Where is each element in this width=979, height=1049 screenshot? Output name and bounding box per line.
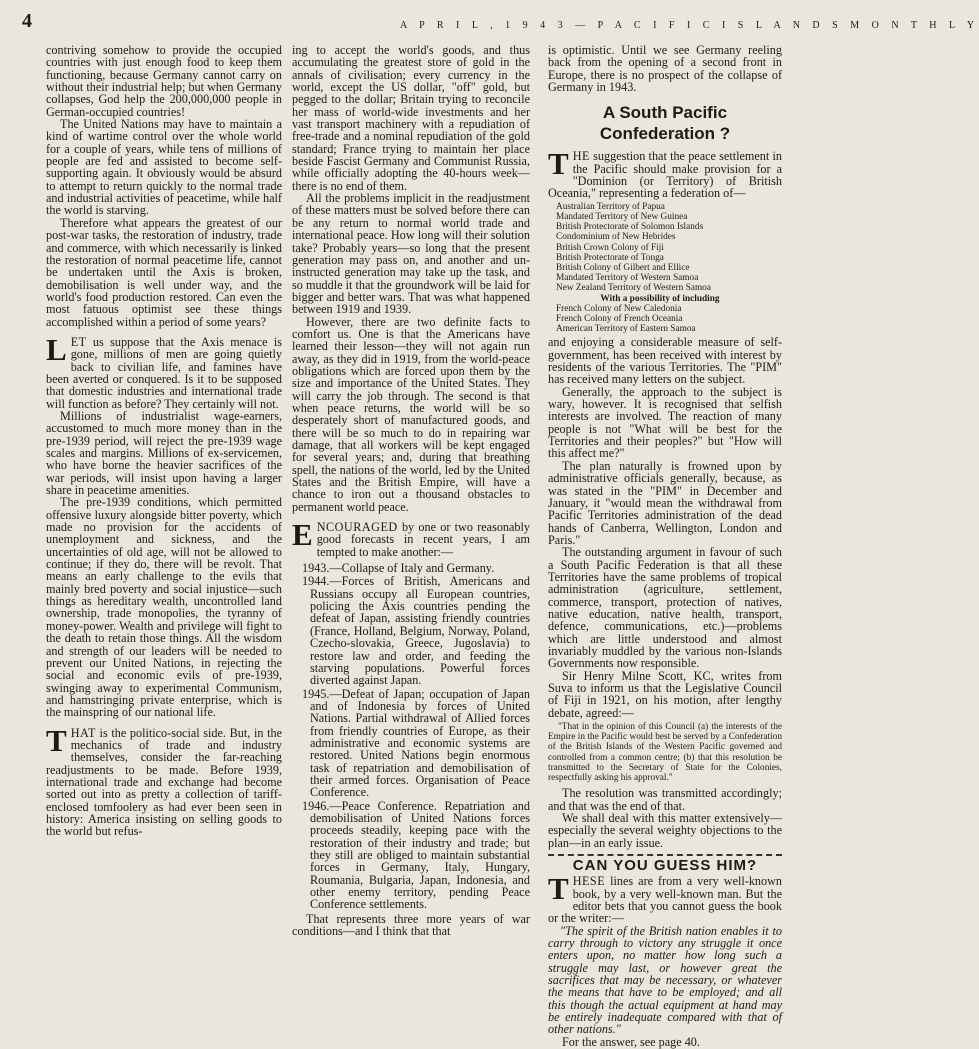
paragraph-text: by one or two reasonably good forecasts in recent years, I am tempted to make another:—	[316, 520, 530, 559]
territory-item: British Crown Colony of Fiji	[556, 242, 664, 253]
section-headline: CAN YOU GUESS HIM?	[572, 856, 758, 874]
lead-caps: HAT	[70, 725, 96, 740]
possibility-note: With a possibility of including	[600, 293, 720, 304]
territory-item: British Protectorate of Solomon Islands	[556, 222, 704, 233]
paragraph: The pre-1939 conditions, which permitted offensive luxury alongside bitter poverty, which made no provision for the accidents of unemployment and sickness, and the uncertainties of old age, will not be allowed to continue; if they do, there will be revolt. That means an early challenge to the evils that mainly bred poverty and social injustice—such things as hereditary wealth, uncontrolled land ownership, trade monopolies, the tyranny of money-power. Wealth and privilege will fight to the death to retain those things. All the wisdom and strength of our leaders will be needed to prevent our United Nations, in rejecting the social and economic evils of pre-1939, swinging away to experimental Communism, and hamstringing private enterprise, which is the mainspring of our national life.	[46, 495, 282, 720]
drop-cap: T	[548, 871, 569, 907]
drop-cap: T	[548, 146, 569, 182]
paragraph: We shall deal with this matter extensively—especially the several weighty objections to the plan—in an early issue.	[548, 810, 782, 850]
section-divider	[548, 854, 782, 856]
drop-cap: L	[46, 331, 67, 367]
drop-cap: E	[292, 517, 313, 553]
chronology-list	[302, 562, 530, 911]
paragraph-text: is the politico-social side. But, in the mechanics of trade and industry themselves, consider the far-reaching readjustments to be made. Before 1939, international trade and exchange had become sorted out into as pretty a collection of tariff-enclosed tomfoolery as had ever been seen in history: America insisting on selling goods to the world but refus-	[46, 725, 282, 839]
page-number: 4	[22, 10, 32, 32]
lead-caps: ET	[70, 334, 87, 349]
paragraph: Generally, the approach to the subject is wary, however. It is recognised that selfish interests are involved. The reaction of many people is not "What will be best for the Territories and their peoples?" but "How will this affect me?"	[548, 384, 782, 461]
territory-item: Mandated Territory of Western Samoa	[556, 273, 699, 284]
lead-caps: NCOURAGED	[316, 520, 398, 535]
paragraph: The plan naturally is frowned upon by administrative officials generally, because, as was stated in the "PIM" in December and January, it "would mean the withdrawal from Pacific Territories administration of the dead hands of Canberra, Wellington, London and Paris."	[548, 458, 782, 547]
paragraph-dropcap	[548, 871, 782, 926]
paragraph: The resolution was transmitted accordingly; and that was the end of that.	[548, 786, 782, 813]
territory-item: French Colony of French Oceania	[556, 313, 683, 324]
paragraph: The outstanding argument in favour of such a South Pacific Federation is that all these Territories have the same problems of tropical administration (agriculture, settlement, commerce, transport, protection of natives, native education, native health, transport, defence, communications, etc.)—problems which are little understood and almost invariably muddled by the various non-Islands Governments now responsible.	[548, 545, 782, 671]
paragraph: Millions of industrialist wage-earners, accustomed to much more money than in the pre-1939 period, will reject the pre-1939 wage scales and margins. Millions of ex-servicemen, who have borne the heavier sacrifices of the war periods, will insist upon having a larger share in peacetime amenities.	[46, 408, 282, 498]
paragraph: is optimistic. Until we see Germany reeling back from the opening of a second front in Europe, there is no prospect of the collapse of Germany in 1943.	[548, 43, 782, 95]
chronology-entry: 1943.—Collapse of Italy and Germany.	[302, 561, 495, 576]
paragraph: That represents three more years of war conditions—and I think that that	[292, 911, 530, 939]
territory-item: Mandated Territory of New Guinea	[556, 211, 688, 222]
paragraph-dropcap	[46, 722, 282, 839]
chronology-entry: 1946.—Peace Conference. Repatriation and demobilisation of United Nations forces proceeds steadily, keeping pace with the restoration of their industry and trade; but they still are obliged to maintain substantial forces in Germany, Italy, Hungary, Roumania, Bulgaria, Japan, Indonesia, and other enemy territory, pending Peace Conference settlements.	[302, 798, 530, 912]
lead-caps: HESE	[572, 874, 606, 889]
paragraph-dropcap	[46, 331, 282, 411]
territory-item: American Territory of Eastern Samoa	[556, 324, 696, 335]
running-head: A P R I L , 1 9 4 3 — P A C I F I C I S L A N D S M O N T H L Y	[400, 20, 979, 31]
lead-caps: HE	[572, 149, 590, 164]
paragraph-text: lines are from a very well-known book, by a very well-known man. But the editor bets that you cannot guess the book or the writer:—	[548, 874, 782, 926]
paragraph-dropcap	[548, 146, 782, 201]
article-headline: A South Pacific Confederation ?	[599, 103, 731, 144]
paragraph: Therefore what appears the greatest of our post-war tasks, the restoration of industry, trade and commerce, with which necessarily is linked the restoration of normal peacetime life, cannot be undertaken until the Axis is broken, demobilisation is well under way, and the world's food production restored. Can even the most fatuous optimist see these things accomplished within a period of some years?	[46, 215, 282, 329]
resolution-quote: "That in the opinion of this Council (a) the interests of the Empire in the Pacific would best be served by a Confederation of the British Islands of the Western Pacific governed and controlled from a common centre; (b) that this resolution be transmitted to the Secretary of State for the Colonies, respectfully asking his approval."	[548, 722, 782, 784]
column-3	[548, 44, 782, 1048]
territory-item: Condominium of New Hebrides	[556, 232, 676, 243]
paragraph: and enjoying a considerable measure of self-government, has been received with interest by residents of the various Territories. The "PIM" has received many letters on the subject.	[548, 335, 782, 387]
territory-item: New Zealand Territory of Western Samoa	[556, 283, 711, 294]
territory-item: Australian Territory of Papua	[556, 201, 665, 212]
drop-cap: T	[46, 722, 67, 758]
paragraph: However, there are two definite facts to comfort us. One is that the Americans have learned their lesson—they will not again run away, as they did in 1919, from the world-peace obligations which are forced upon them by the size and importance of the United States. They will carry the job through. The second is that when peace returns, the world will be so desperately short of manufactured goods, and there will be so much to do in repairing war damage, that all workers will be kept engaged for several years; and, during that breathing spell, the nations of the world, led by the United States and the British Empire, will have a chance to iron out a thousand obstacles to permanent world peace.	[292, 314, 530, 514]
territory-item: French Colony of New Caledonia	[556, 303, 682, 314]
paragraph-dropcap	[292, 517, 530, 559]
italic-quote: "The spirit of the British nation enables it to carry through to victory any struggle it once enters upon, no matter how long such a struggle may last, or however great the sacrifices that may be necessary, or whatever the means that have to be employed; and all this though the actual equipment at hand may be entirely inadequate compared with that of other nations."	[548, 923, 782, 1037]
chronology-entry: 1944.—Forces of British, Americans and Russians occupy all European countries, policing the Axis countries pending the defeat of Japan, assisting friendly countries (France, Holland, Belgium, Norway, Poland, Czecho-slovakia, Greece, Jugoslavia) to restore law and order, and feeding the starving populations. Powerful forces diverted against Japan.	[302, 574, 530, 688]
chronology-entry: 1945.—Defeat of Japan; occupation of Japan and of Indonesia by forces of United Nations. Partial withdrawal of Allied forces from friendly countries of Europe, as their administrative and economic systems are restored. United Nations begin enormous task of repatriation and demobilisation of their armed forces. Organisation of Peace Conference.	[302, 686, 530, 800]
paragraph: The United Nations may have to maintain a kind of wartime control over the whole world for a couple of years, while tens of millions of people are fed and assisted to become self-supporting again. It obviously would be absurd to attempt to return quickly to the normal trade and industrial activities of peacetime, while half the world is starving.	[46, 117, 282, 218]
paragraph: ing to accept the world's goods, and thus accumulating the greatest store of gold in the annals of civilisation; every currency in the world, except the US dollar, "off" gold, but pegged to the dollar; Britain trying to reconcile her mass of world-wide investments and her vast transport machinery with a repudiation of free-trade and a nominal repudiation of the gold standard; France trying to maintain her place beside Fascist Germany and Communist Russia, while officially adopting the 40-hours week—there is no end of them.	[292, 43, 530, 193]
paragraph: All the problems implicit in the readjustment of these matters must be solved before there can be any return to normal world trade and international peace. How long will their solution take? Probably years—so long that the present generation may pass on, and another and un-instructed generation may take up the task, and so muddle it that the groundwork will be laid for bigger and better wars. That was what happened between 1919 and 1939.	[292, 191, 530, 317]
paragraph-text: us suppose that the Axis menace is gone, millions of men are going quietly back to civilian life, and famines have been averted or conquered. Is it to be supposed that domestic industries and international trade will function as before? They certainly will not.	[46, 334, 282, 411]
column-2	[292, 44, 530, 937]
territory-item: British Protectorate of Tonga	[556, 252, 664, 263]
paragraph: contriving somehow to provide the occupied countries with just enough food to keep them functioning, because Germany cannot carry on without their industrial help; but when Germany collapses, God help the 200,000,000 people in German-occupied countries!	[46, 43, 282, 119]
paragraph-text: suggestion that the peace settlement in the Pacific should make provision for a "Dominion (or Territory) of British Oceania," representing a federation of—	[548, 149, 782, 201]
territory-list	[556, 202, 782, 335]
column-1	[46, 44, 282, 838]
answer-note: For the answer, see page 40.	[562, 1034, 700, 1049]
territory-item: British Colony of Gilbert and Ellice	[556, 262, 690, 273]
paragraph: Sir Henry Milne Scott, KC, writes from Suva to inform us that the Legislative Council of Fiji in 1921, on his motion, after lengthy debate, agreed:—	[548, 668, 782, 720]
